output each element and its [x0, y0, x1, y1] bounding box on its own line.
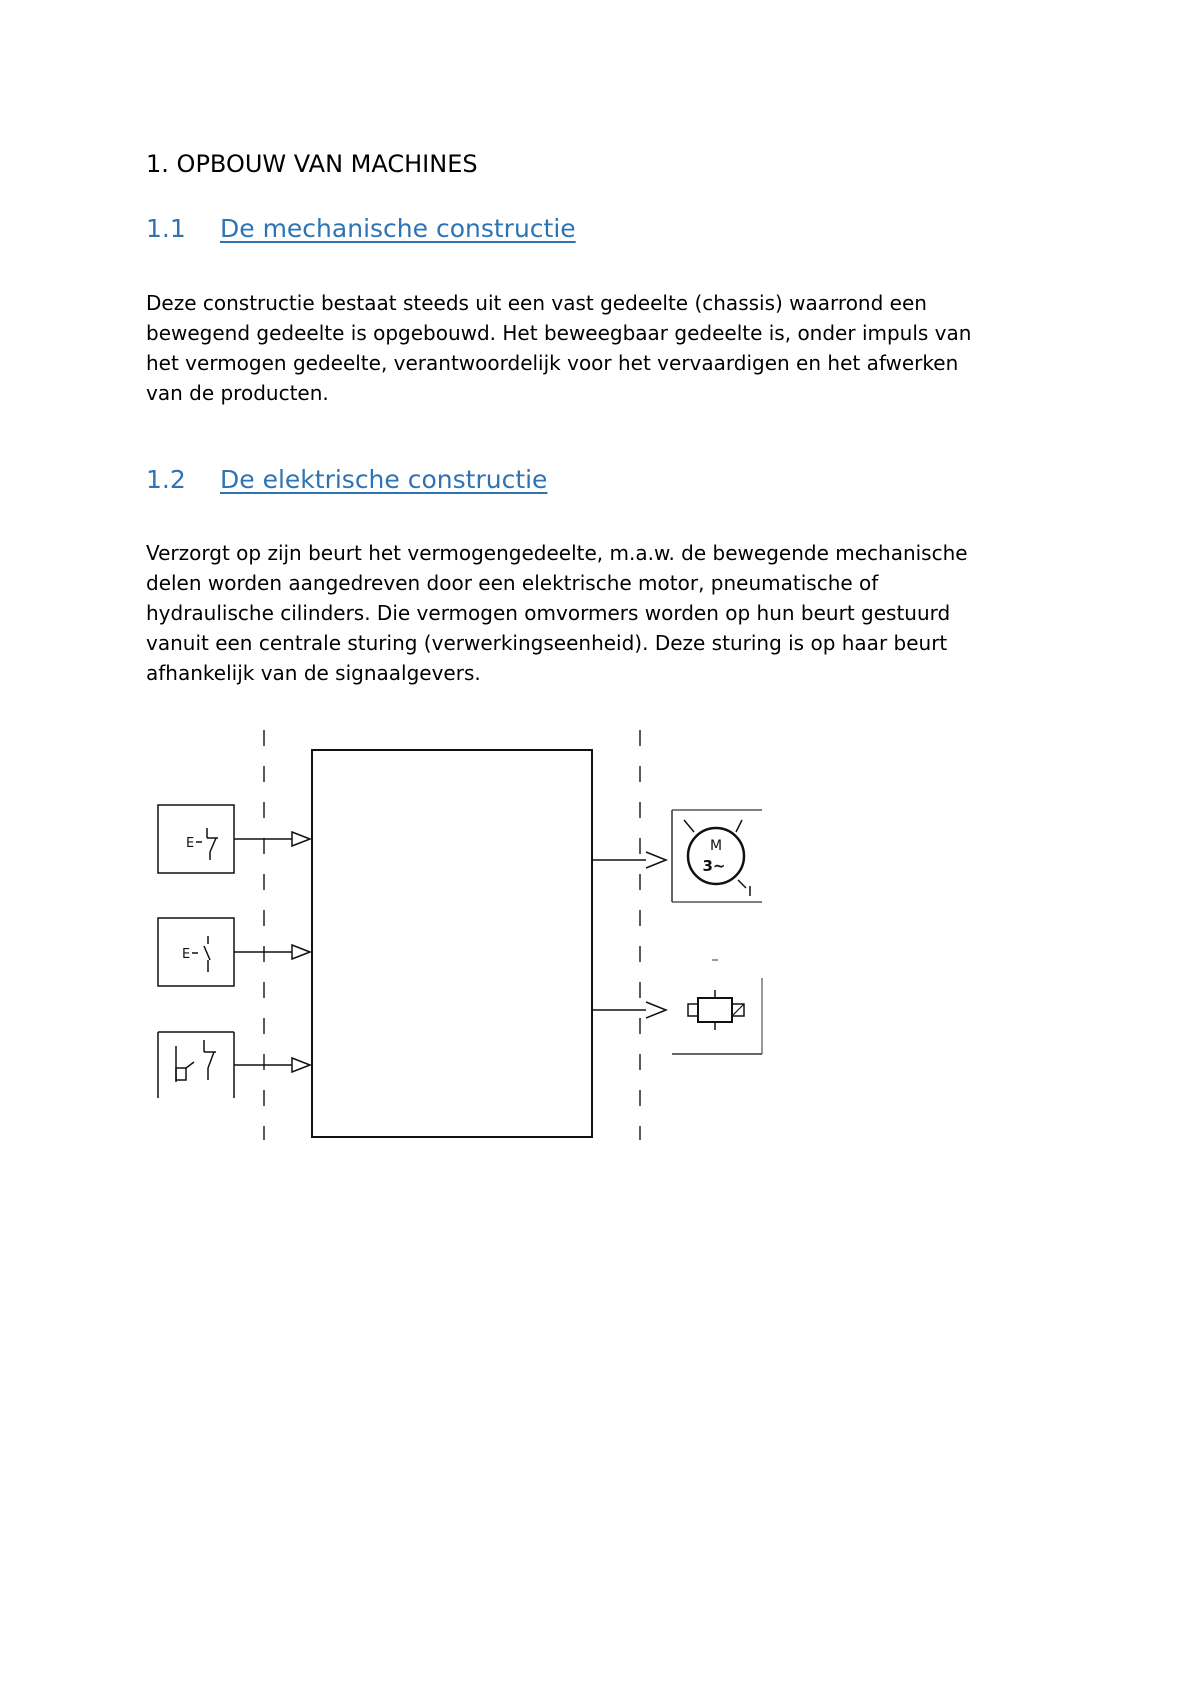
chapter-title: OPBOUW VAN MACHINES — [176, 150, 478, 178]
paragraph-line: bewegend gedeelte is opgebouwd. Het beweegbaar gedeelte is, onder impuls van — [146, 321, 972, 345]
paragraph-line: Deze constructie bestaat steeds uit een vast gedeelte (chassis) waarrond een — [146, 291, 927, 315]
switch-contact-icon — [182, 936, 210, 972]
paragraph-line: vanuit een centrale sturing (verwerkingseenheid). Deze sturing is op haar beurt — [146, 631, 948, 655]
section-heading-1-2 — [146, 465, 547, 494]
output-actuator-2 — [592, 960, 762, 1054]
section-paragraph-1-1 — [146, 288, 976, 408]
input-arrow-icon — [292, 1058, 310, 1072]
paragraph-line: van de producten. — [146, 381, 329, 405]
contact-symbol-label: E — [182, 947, 191, 962]
three-phase-motor-icon — [684, 820, 750, 896]
motor-phase-label: 3~ — [702, 857, 726, 875]
solenoid-valve-icon — [688, 990, 744, 1030]
section-heading-1-1 — [146, 214, 576, 243]
motor-letter: M — [709, 838, 723, 854]
input-signal-2 — [158, 918, 310, 986]
paragraph-line: het vermogen gedeelte, verantwoordelijk voor het vervaardigen en het afwerken — [146, 351, 959, 375]
section-title: De mechanische constructie — [220, 214, 576, 243]
section-paragraph-1-2 — [146, 538, 976, 688]
section-number: 1.1 — [146, 214, 186, 243]
control-system-block-diagram — [146, 720, 786, 1160]
input-arrow-icon — [292, 832, 310, 846]
paragraph-line: delen worden aangedreven door een elektrische motor, pneumatische of — [146, 571, 879, 595]
paragraph-line: hydraulische cilinders. Die vermogen omvormers worden op hun beurt gestuurd — [146, 601, 951, 625]
limit-switch-contact-icon — [176, 1040, 216, 1082]
section-title: De elektrische constructie — [220, 465, 548, 494]
input-box — [158, 805, 234, 873]
push-button-contact-icon — [186, 828, 218, 860]
input-box — [158, 918, 234, 986]
section-number: 1.2 — [146, 465, 186, 494]
input-signal-1 — [158, 805, 310, 873]
central-control-block — [312, 750, 592, 1137]
chapter-heading — [146, 150, 478, 178]
input-arrow-icon — [292, 945, 310, 959]
output-actuator-1 — [592, 810, 762, 902]
paragraph-line: afhankelijk van de signaalgevers. — [146, 661, 481, 685]
chapter-number: 1. — [146, 150, 169, 178]
output-arrow-icon — [646, 852, 666, 868]
input-signal-3 — [158, 1032, 310, 1098]
paragraph-line: Verzorgt op zijn beurt het vermogengedeelte, m.a.w. de bewegende mechanische — [146, 541, 968, 565]
output-arrow-icon — [646, 1002, 666, 1018]
contact-symbol-label: E — [186, 836, 195, 851]
